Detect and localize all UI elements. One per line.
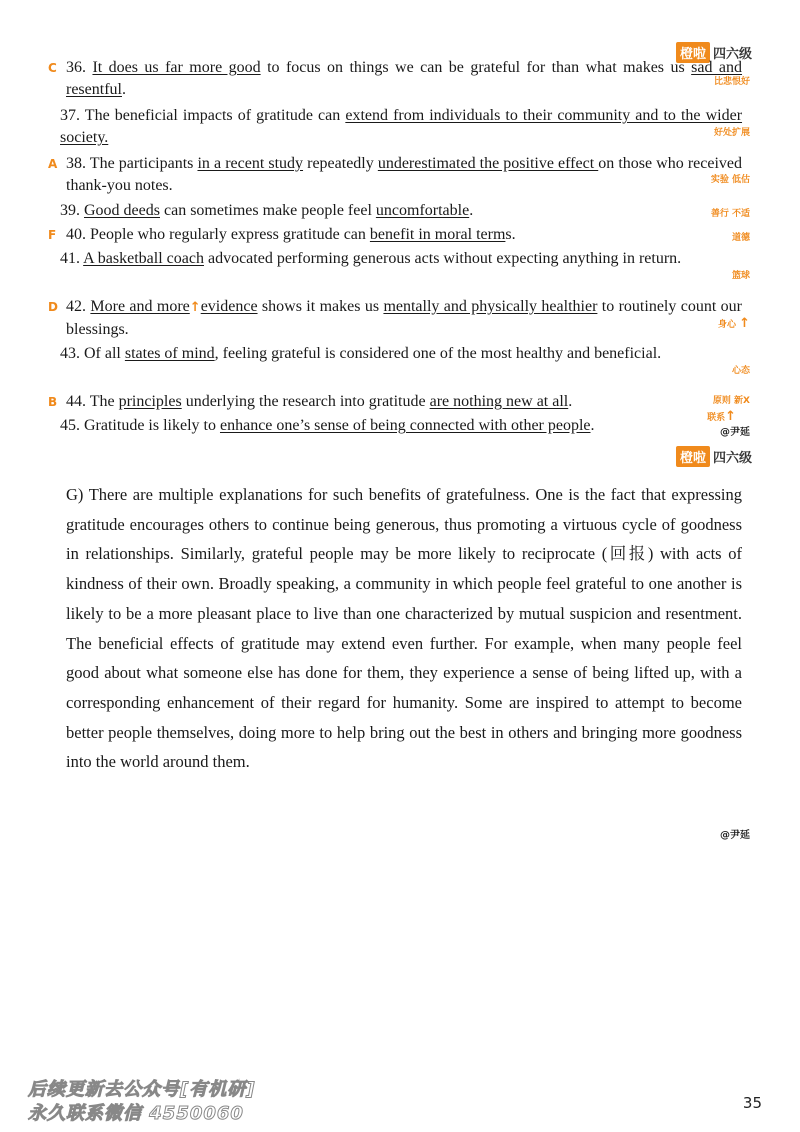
underlined-text: enhance one’s sense of being connected with other people	[219, 417, 591, 434]
passage-g: G) There are multiple explanations for such benefits of gratefulness. One is the fact that expressing gratitude encourages others to continue being generous, thus promoting a virtuous cycle of goodness in relationships. Similarly, grateful people may be more likely to reciprocate (回报) with acts of kindness of their own. Broadly speaking, a community in which people feel grateful to one another is likely to be a more pleasant place to live than one characterized by mutual suspicion and resentment. The beneficial effects of gratitude may extend even further. For example, when many people feel good about what someone else has done for them, they experience a sense of being lifted up, with a corresponding enhancement of their regard for humanity. Some are inspired to attempt to become better people themselves, doing more to help bring out the best in others and bringing more goodness into the world around them.	[66, 485, 742, 772]
text: s.	[505, 226, 516, 243]
question-number: 40.	[66, 226, 90, 243]
text: .	[469, 202, 474, 219]
answer-mark-42: D	[48, 300, 58, 314]
brand-tag: 四六级	[712, 451, 752, 466]
text: The participants	[89, 155, 198, 172]
underlined-text: A basketball coach	[83, 250, 204, 267]
question-number: 44.	[66, 393, 90, 410]
note-text: 联系	[707, 413, 726, 423]
note-39: 善行 不适	[710, 209, 750, 219]
watermark	[28, 1078, 255, 1126]
note-36: 比悲恨好	[713, 77, 750, 87]
underlined-text: states of mind	[124, 345, 215, 362]
answer-mark-38: A	[48, 157, 58, 171]
underlined-text: sad and resentful	[66, 59, 743, 98]
brand-tag: 四六级	[712, 47, 752, 62]
answer-mark-44: B	[48, 395, 58, 409]
text: underlying the research into gratitude	[181, 393, 430, 410]
up-arrow-icon: ↑	[189, 300, 201, 315]
question-number: 39.	[60, 202, 84, 219]
question-37	[60, 105, 742, 149]
question-45	[60, 415, 700, 437]
underlined-text: in a recent study	[197, 155, 304, 172]
brand-logo: 橙啦	[676, 42, 710, 63]
text: People who regularly express gratitude can	[90, 226, 370, 243]
note-43: 心态	[731, 366, 750, 376]
up-arrow-icon: ↑	[725, 409, 736, 424]
answer-mark-40: F	[48, 228, 57, 242]
text: Of all	[84, 345, 125, 362]
brand-logo: 橙啦	[676, 446, 710, 467]
watermark-line2: 永久联系微信 4550060	[28, 1103, 244, 1124]
underlined-text: Good deeds	[84, 202, 160, 219]
question-number: 36.	[66, 59, 93, 76]
underlined-text: extend from individuals to their community and to the wider society.	[60, 107, 743, 146]
question-number: 45.	[60, 417, 84, 434]
question-41	[60, 248, 742, 270]
question-number: 42.	[66, 298, 91, 315]
question-number: 38.	[66, 155, 90, 172]
answer-mark-36: C	[48, 61, 57, 75]
underlined-text: More and more	[90, 298, 190, 315]
question-38	[66, 153, 742, 197]
note-text: 身心	[717, 320, 736, 330]
text: Gratitude is likely to	[84, 417, 220, 434]
text: , feeling grateful is considered one of the most healthy and beneficial.	[214, 345, 662, 362]
question-43	[60, 343, 742, 365]
text: on those who received thank-you notes.	[66, 155, 742, 194]
question-39	[60, 200, 742, 222]
up-arrow-icon: ↑	[739, 316, 750, 331]
question-36	[66, 57, 742, 101]
text: can sometimes make people feel	[159, 202, 376, 219]
note-37: 好处扩展	[713, 128, 750, 138]
underlined-text: It does us far more good	[92, 59, 261, 76]
text: The beneficial impacts of gratitude can	[84, 107, 346, 124]
text: repeatedly	[303, 155, 378, 172]
brand-header-middle	[676, 446, 752, 467]
underlined-text: benefit in moral term	[369, 226, 506, 243]
text: The	[89, 393, 119, 410]
underlined-text: underestimated the positive effect	[377, 155, 599, 172]
text: .	[568, 393, 573, 410]
text: .	[121, 81, 126, 98]
credit-top: @尹延	[720, 427, 750, 438]
page-number: 35	[742, 1094, 762, 1112]
question-42	[66, 296, 742, 341]
text: .	[590, 417, 595, 434]
text: to routinely count our blessings.	[66, 298, 743, 338]
underlined-text: are nothing new at all	[429, 393, 569, 410]
credit-bottom: @尹延	[720, 830, 750, 841]
note-42	[718, 316, 750, 331]
underlined-text: uncomfortable	[375, 202, 470, 219]
note-38: 实验 低估	[710, 175, 750, 185]
watermark-line1: 后续更新去公众号[有机研]	[28, 1079, 256, 1100]
question-40	[66, 224, 742, 246]
question-number: 41.	[60, 250, 84, 267]
note-44: 原则 新X	[712, 396, 750, 406]
note-40: 道德	[731, 233, 750, 243]
question-number: 37.	[60, 107, 85, 124]
question-44	[66, 391, 742, 413]
text: advocated performing generous acts without expecting anything in return.	[203, 250, 682, 267]
text: shows it makes us	[257, 298, 384, 315]
question-number: 43.	[60, 345, 84, 362]
underlined-text: principles	[118, 393, 182, 410]
underlined-text: evidence	[200, 298, 258, 315]
note-45	[707, 409, 736, 424]
text: to focus on things we can be grateful for than what makes us	[260, 59, 692, 76]
note-41: 篮球	[731, 271, 750, 281]
underlined-text: mentally and physically healthier	[383, 298, 598, 315]
